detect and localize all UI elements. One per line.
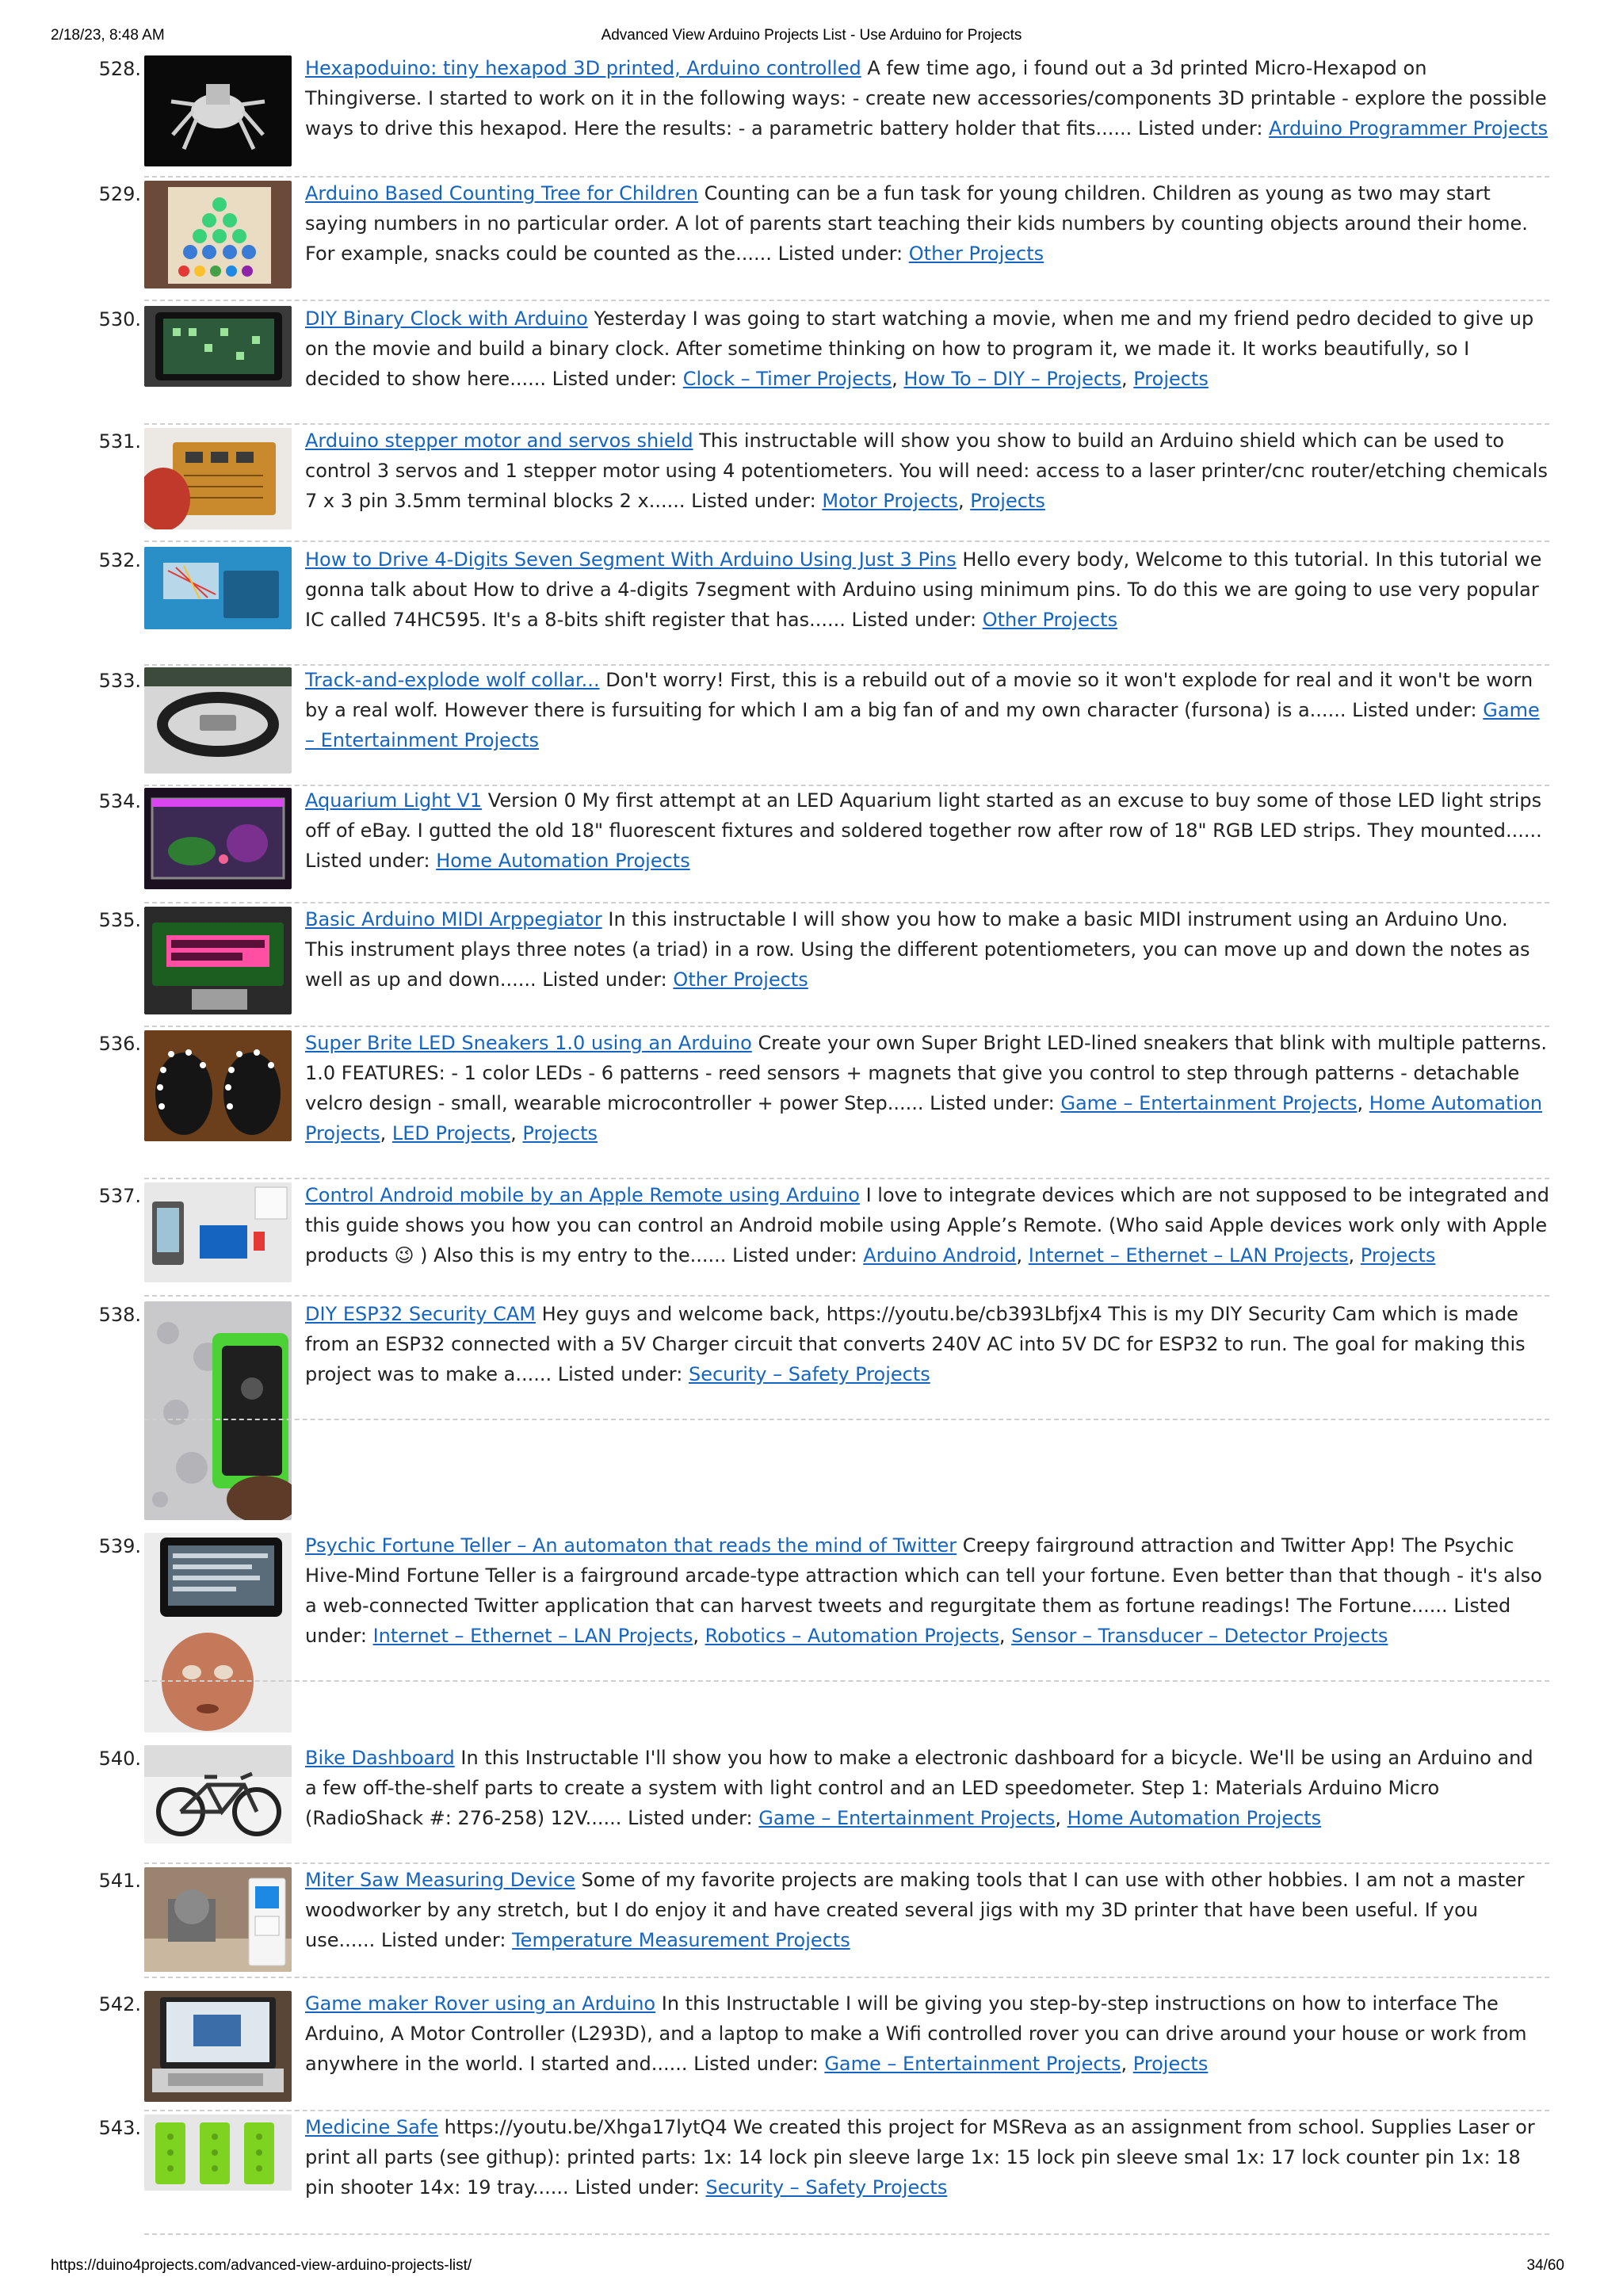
category-link[interactable]: Robotics – Automation Projects bbox=[705, 1625, 999, 1647]
project-description: Counting can be a fun task for young children. Children as young as two may start saying numbers in no particular order. A lot of parents start teaching their kids numbers by counting objects around their home. For example, snacks could be counted as the...... bbox=[305, 182, 1528, 265]
project-thumbnail[interactable] bbox=[144, 1533, 292, 1733]
listed-under-label: Listed under: bbox=[930, 1092, 1055, 1114]
project-thumbnail[interactable] bbox=[144, 1991, 292, 2102]
category-link[interactable]: Arduino Android bbox=[863, 1244, 1017, 1266]
category-link[interactable]: Projects bbox=[1360, 1244, 1436, 1266]
category-link[interactable]: Internet – Ethernet – LAN Projects bbox=[1028, 1244, 1349, 1266]
listed-under-label: Listed under: bbox=[575, 2176, 700, 2199]
entry-divider bbox=[144, 176, 1549, 178]
entry-divider bbox=[144, 2110, 1549, 2111]
category-link[interactable]: Home Automation Projects bbox=[305, 1092, 1543, 1144]
listed-under-label: Listed under: bbox=[557, 1363, 683, 1385]
entry-number: 529. bbox=[98, 183, 141, 205]
entry-text: Game maker Rover using an Arduino In this Instructable I will be giving you step-by-step instructions on how to interface The Arduino, A Motor Controller (L293D), and a laptop to make a Wifi controlled rover you can drive around your house or work from anywhere in the world. I started and...... Listed under: Game – Entertainment Projects, Projects bbox=[305, 1992, 1527, 2075]
project-thumbnail[interactable] bbox=[144, 2115, 292, 2191]
category-link[interactable]: Game – Entertainment Projects bbox=[305, 699, 1540, 751]
project-thumbnail[interactable] bbox=[144, 667, 292, 774]
category-link[interactable]: Home Automation Projects bbox=[1067, 1807, 1322, 1829]
listed-under-label: Listed under: bbox=[305, 1595, 1511, 1647]
project-thumbnail[interactable] bbox=[144, 306, 292, 387]
category-link[interactable]: Clock – Timer Projects bbox=[682, 368, 892, 390]
category-link[interactable]: Projects bbox=[1132, 2053, 1209, 2075]
project-description: In this Instructable I will be giving you step-by-step instructions on how to interface The Arduino, A Motor Controller (L293D), and a laptop to make a Wifi controlled rover you can drive around your house or work from anywhere in the world. I started and...... bbox=[305, 1992, 1527, 2075]
entry-divider bbox=[144, 1862, 1549, 1864]
entry-divider bbox=[144, 1178, 1549, 1179]
listed-under-label: Listed under: bbox=[732, 1244, 857, 1266]
category-link[interactable]: Projects bbox=[1133, 368, 1209, 390]
category-link[interactable]: Other Projects bbox=[908, 243, 1044, 265]
category-link[interactable]: Security – Safety Projects bbox=[688, 1363, 930, 1385]
project-title-link[interactable]: Psychic Fortune Teller – An automaton that reads the mind of Twitter bbox=[305, 1534, 957, 1557]
entry-divider bbox=[144, 1977, 1549, 1978]
category-link[interactable]: Game – Entertainment Projects bbox=[1060, 1092, 1358, 1114]
project-thumbnail[interactable] bbox=[144, 1182, 292, 1282]
entry-divider bbox=[144, 2233, 1549, 2235]
project-description: Version 0 My first attempt at an LED Aquarium light started as an excuse to buy some of those LED light strips off of eBay. I gutted the old 18" fluorescent fixtures and soldered together row after row of 18" RGB LED strips. They mounted...... bbox=[305, 789, 1542, 842]
listed-under-label: Listed under: bbox=[305, 850, 430, 872]
listed-under-label: Listed under: bbox=[1137, 117, 1263, 139]
project-thumbnail[interactable] bbox=[144, 428, 292, 529]
category-link[interactable]: Security – Safety Projects bbox=[705, 2176, 948, 2199]
entry-number: 530. bbox=[98, 308, 141, 330]
project-thumbnail[interactable] bbox=[144, 907, 292, 1014]
entry-text bbox=[305, 665, 1549, 755]
category-link[interactable]: Arduino Programmer Projects bbox=[1269, 117, 1549, 139]
project-thumbnail[interactable] bbox=[144, 1030, 292, 1141]
listed-under-label: Listed under: bbox=[777, 243, 903, 265]
entry-text bbox=[305, 904, 1549, 995]
category-link[interactable]: Projects bbox=[970, 490, 1045, 512]
listed-under-label: Listed under: bbox=[542, 968, 667, 991]
entry-number: 534. bbox=[98, 790, 141, 812]
project-description: https://youtu.be/Xhga17lytQ4 We created this project for MSReva as an assignment from school. Supplies Laser or print all parts (see githup): printed parts: 1x: 14 lock pin sleeve large 1x: 15 lock pin sleeve smal 1x: 17 lock counter pin 1x: 18 pin shooter 14x: 19 tray...... bbox=[305, 2116, 1535, 2199]
project-thumbnail[interactable] bbox=[144, 181, 292, 288]
page-number: 34/60 bbox=[1526, 2257, 1564, 2274]
entry-number: 538. bbox=[98, 1304, 141, 1326]
entry-divider bbox=[144, 541, 1549, 542]
page-url: https://duino4projects.com/advanced-view-arduino-projects-list/ bbox=[51, 2257, 472, 2274]
project-description: Don't worry! First, this is a rebuild out of a movie so it won't explode for real and it won't be worn by a real wolf. However there is fursuiting for which I am a big fan of and my own character (fursona) is a...... bbox=[305, 669, 1533, 721]
category-link[interactable]: Other Projects bbox=[673, 968, 808, 991]
project-description: I love to integrate devices which are not supposed to be integrated and this guide shows you how you can control an Android mobile using Apple’s Remote. (Who said Apple devices work only with Apple products 😉 ) Also this is my entry to the...... bbox=[305, 1184, 1549, 1266]
entry-number: 528. bbox=[98, 58, 141, 80]
category-link[interactable]: Game – Entertainment Projects bbox=[758, 1807, 1056, 1829]
entry-divider bbox=[144, 1026, 1549, 1027]
entry-text: Bike Dashboard In this Instructable I'll show you how to make a electronic dashboard for a bicycle. We'll be using an Arduino and a few off-the-shelf parts to create a system with light control and an LED speedometer. Step 1: Materials Arduino Micro (RadioShack #: 276-258) 12V...... Listed under: Game – Entertainment Projects, Home Automation Projects bbox=[305, 1747, 1533, 1829]
project-title-link[interactable]: Arduino Based Counting Tree for Children bbox=[305, 182, 698, 204]
listed-under-label: Listed under: bbox=[693, 2053, 819, 2075]
entry-divider bbox=[144, 902, 1549, 904]
entry-number: 539. bbox=[98, 1535, 141, 1557]
print-footer bbox=[0, 2257, 1623, 2278]
entry-text: Control Android mobile by an Apple Remote using Arduino I love to integrate devices which are not supposed to be integrated and this guide shows you how you can control an Android mobile using Apple’s Remote. (Who said Apple devices work only with Apple products 😉 ) Also this is my entry to the...... Listed under: Arduino Android, Internet – Ethernet – LAN Projects, Projects bbox=[305, 1184, 1549, 1266]
project-title-link[interactable]: Super Brite LED Sneakers 1.0 using an Arduino bbox=[305, 1032, 752, 1054]
category-link[interactable]: LED Projects bbox=[391, 1122, 511, 1144]
category-link[interactable]: Game – Entertainment Projects bbox=[824, 2053, 1121, 2075]
entry-number: 543. bbox=[98, 2117, 141, 2139]
project-description: In this instructable I will show you how to make a basic MIDI instrument using an Arduino Uno. This instrument plays three notes (a triad) in a row. Using the different potentiometers, you can move up and down the notes as well as up and down...... bbox=[305, 908, 1530, 991]
entry-number: 536. bbox=[98, 1033, 141, 1055]
listed-under-label: Listed under: bbox=[380, 1929, 506, 1951]
project-thumbnail[interactable] bbox=[144, 1301, 292, 1520]
project-description: Yesterday I was going to start watching a movie, when me and my friend pedro decided to give up on the movie and build a binary clock. After sometime thinking on how to program it, we made it. It works beautifully, so I decided to show here...... bbox=[305, 308, 1534, 390]
print-header bbox=[0, 27, 1623, 48]
entry-text: Arduino stepper motor and servos shield This instructable will show you show to build an Arduino shield which can be used to control 3 servos and 1 stepper motor using 4 potentiometers. You will need: access to a laser printer/cnc router/etching chemicals 7 x 3 pin 3.5mm terminal blocks 2 x...... Listed under: Motor Projects, Projects bbox=[305, 430, 1548, 512]
entry-number: 537. bbox=[98, 1185, 141, 1207]
project-title-link[interactable]: Miter Saw Measuring Device bbox=[305, 1869, 575, 1891]
category-link[interactable]: Home Automation Projects bbox=[436, 850, 690, 872]
entry-text bbox=[305, 2112, 1549, 2202]
project-description: Some of my favorite projects are making tools that I can use with other hobbies. I am not a master woodworker by any stretch, but I do enjoy it and have created several jigs with my 3D printer that have been useful. If you use...... bbox=[305, 1869, 1525, 1951]
entry-text bbox=[305, 1865, 1549, 1955]
project-thumbnail[interactable] bbox=[144, 55, 292, 166]
project-description: This instructable will show you show to build an Arduino shield which can be used to control 3 servos and 1 stepper motor using 4 potentiometers. You will need: access to a laser printer/cnc router/etching chemicals 7 x 3 pin 3.5mm terminal blocks 2 x...... bbox=[305, 430, 1548, 512]
project-title-link[interactable]: Game maker Rover using an Arduino bbox=[305, 1992, 656, 2015]
entry-text bbox=[305, 544, 1549, 635]
project-title-link[interactable]: How to Drive 4-Digits Seven Segment With Arduino Using Just 3 Pins bbox=[305, 548, 957, 571]
page-title: Advanced View Arduino Projects List - Use Arduino for Projects bbox=[601, 27, 1022, 44]
project-description: Hey guys and welcome back, https://youtu.be/cb393Lbfjx4 This is my DIY Security Cam which is made from an ESP32 connected with a 5V Charger circuit that converts 240V AC into 5V DC for ESP32 to run. The goal for making this project was to make a...... bbox=[305, 1303, 1526, 1385]
project-thumbnail[interactable] bbox=[144, 1745, 292, 1843]
project-title-link[interactable]: Medicine Safe bbox=[305, 2116, 438, 2138]
project-title-link[interactable]: Basic Arduino MIDI Arppegiator bbox=[305, 908, 602, 930]
project-title-link[interactable]: Bike Dashboard bbox=[305, 1747, 455, 1769]
category-link[interactable]: How To – DIY – Projects bbox=[903, 368, 1121, 390]
entry-number: 535. bbox=[98, 909, 141, 931]
entry-divider bbox=[144, 300, 1549, 301]
entry-number: 531. bbox=[98, 430, 141, 453]
project-thumbnail[interactable] bbox=[144, 547, 292, 629]
project-description: Create your own Super Bright LED-lined sneakers that blink with multiple patterns. 1.0 FEATURES: - 1 color LEDs - 6 patterns - reed sensors + magnets that give you control to step through patterns - detachable velcro design - small, wearable microcontroller + power Step...... bbox=[305, 1032, 1548, 1114]
entry-divider bbox=[144, 1680, 1549, 1682]
project-description: In this Instructable I'll show you how to make a electronic dashboard for a bicycle. We'll be using an Arduino and a few off-the-shelf parts to create a system with light control and an LED speedometer. Step 1: Materials Arduino Micro (RadioShack #: 276-258) 12V...... bbox=[305, 1747, 1533, 1829]
entry-text bbox=[305, 178, 1549, 269]
listed-under-label: Listed under: bbox=[1352, 699, 1477, 721]
project-title-link[interactable]: Aquarium Light V1 bbox=[305, 789, 483, 812]
entry-text: DIY Binary Clock with Arduino Yesterday I was going to start watching a movie, when me and my friend pedro decided to give up on the movie and build a binary clock. After sometime thinking on how to program it, we made it. It works beautifully, so I decided to show here...... Listed under: Clock – Timer Projects, How To – DIY – Projects, Projects bbox=[305, 308, 1534, 390]
entry-text: Psychic Fortune Teller – An automaton that reads the mind of Twitter Creepy fairground attraction and Twitter App! The Psychic Hive-Mind Fortune Teller is a fairground arcade-type attraction which can tell your fortune. Even better than that though - it's also a web-connected Twitter application that can harvest tweets and regurgitate them as fortune readings! The Fortune...... Listed under: Internet – Ethernet – LAN Projects, Robotics – Automation Projects, Sensor – Transducer – Detector Projects bbox=[305, 1534, 1542, 1647]
project-thumbnail[interactable] bbox=[144, 1867, 292, 1972]
entry-divider bbox=[144, 423, 1549, 425]
project-description: Hello every body, Welcome to this tutorial. In this tutorial we gonna talk about How to drive a 4-digits 7segment with Arduino using minimum pins. To do this we are going to use very popular IC called 74HC595. It's a 8-bits shift register that has...... bbox=[305, 548, 1542, 631]
project-thumbnail[interactable] bbox=[144, 788, 292, 889]
listed-under-label: Listed under: bbox=[691, 490, 816, 512]
project-title-link[interactable]: Hexapoduino: tiny hexapod 3D printed, Arduino controlled bbox=[305, 57, 861, 79]
category-link[interactable]: Internet – Ethernet – LAN Projects bbox=[372, 1625, 693, 1647]
project-title-link[interactable]: Control Android mobile by an Apple Remote using Arduino bbox=[305, 1184, 860, 1206]
entry-divider bbox=[144, 1295, 1549, 1297]
entry-number: 532. bbox=[98, 549, 141, 571]
print-date: 2/18/23, 8:48 AM bbox=[51, 27, 165, 44]
entry-text bbox=[305, 53, 1549, 143]
category-link[interactable]: Projects bbox=[522, 1122, 598, 1144]
entry-text: Super Brite LED Sneakers 1.0 using an Arduino Create your own Super Bright LED-lined sneakers that blink with multiple patterns. 1.0 FEATURES: - 1 color LEDs - 6 patterns - reed sensors + magnets that give you control to step through patterns - detachable velcro design - small, wearable microcontroller + power Step...... Listed under: Game – Entertainment Projects, Home Automation Projects, LED Projects, Projects bbox=[305, 1032, 1548, 1144]
project-title-link[interactable]: DIY ESP32 Security CAM bbox=[305, 1303, 536, 1325]
entry-text bbox=[305, 785, 1549, 876]
category-link[interactable]: Temperature Measurement Projects bbox=[512, 1929, 850, 1951]
listed-under-label: Listed under: bbox=[552, 368, 678, 390]
entry-number: 540. bbox=[98, 1748, 141, 1770]
entry-number: 542. bbox=[98, 1993, 141, 2015]
entry-divider bbox=[144, 1419, 1549, 1420]
project-title-link[interactable]: Arduino stepper motor and servos shield bbox=[305, 430, 693, 452]
category-link[interactable]: Other Projects bbox=[982, 609, 1118, 631]
listed-under-label: Listed under: bbox=[851, 609, 977, 631]
entry-number: 541. bbox=[98, 1870, 141, 1892]
category-link[interactable]: Sensor – Transducer – Detector Projects bbox=[1011, 1625, 1388, 1647]
entry-number: 533. bbox=[98, 670, 141, 692]
category-link[interactable]: Motor Projects bbox=[822, 490, 958, 512]
project-title-link[interactable]: DIY Binary Clock with Arduino bbox=[305, 308, 588, 330]
listed-under-label: Listed under: bbox=[628, 1807, 753, 1829]
project-description: Creepy fairground attraction and Twitter App! The Psychic Hive-Mind Fortune Teller is a fairground arcade-type attraction which can tell your fortune. Even better than that though - it's also a web-connected Twitter application that can harvest tweets and regurgitate them as fortune readings! The Fortune...... bbox=[305, 1534, 1542, 1617]
project-description: A few time ago, i found out a 3d printed Micro-Hexapod on Thingiverse. I started to work on it in the following ways: - create new accessories/components 3D printable - explore the possible ways to drive this hexapod. Here the results: - a parametric battery holder that fits...... bbox=[305, 57, 1547, 139]
project-title-link[interactable]: Track-and-explode wolf collar... bbox=[305, 669, 600, 691]
entry-text bbox=[305, 1299, 1549, 1389]
